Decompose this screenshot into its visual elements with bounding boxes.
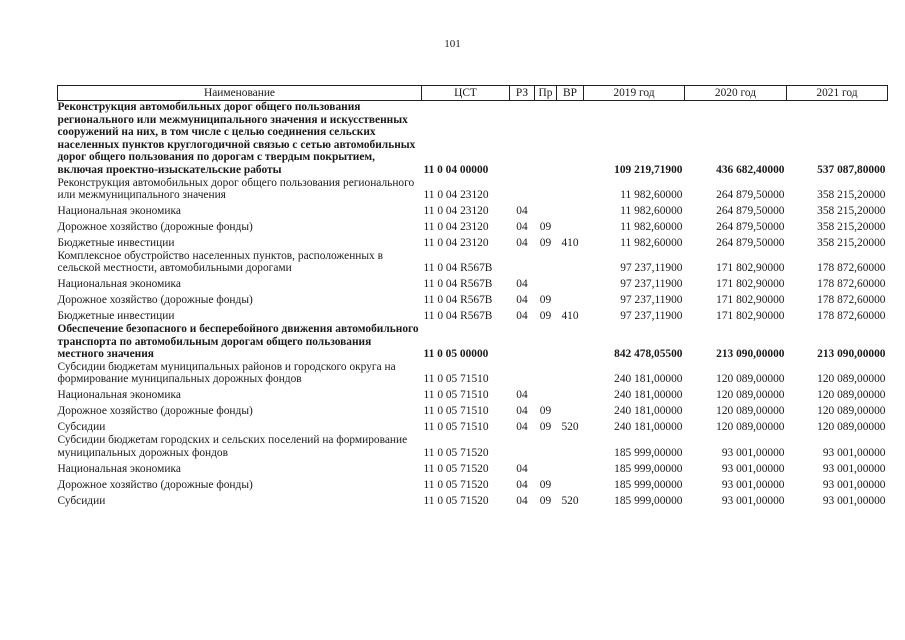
row-rz bbox=[510, 101, 535, 177]
row-rz bbox=[510, 323, 535, 361]
row-pr: 09 bbox=[539, 421, 552, 434]
table-row bbox=[58, 491, 888, 507]
row-cst: 11 0 05 71520 bbox=[423, 478, 489, 491]
row-value-2019: 97 237,11900 bbox=[620, 278, 683, 291]
page-number: 101 bbox=[444, 38, 461, 50]
row-pr bbox=[535, 275, 557, 291]
row-value-2021: 93 001,00000 bbox=[822, 494, 886, 507]
row-value-2021: 93 001,00000 bbox=[822, 478, 886, 491]
row-vr bbox=[557, 402, 584, 418]
row-rz: 04 bbox=[516, 462, 528, 475]
row-value-2019: 185 999,00000 bbox=[614, 478, 683, 491]
row-pr bbox=[535, 386, 557, 402]
row-value-2021: 178 872,60000 bbox=[817, 278, 886, 291]
row-value-2020: 171 802,90000 bbox=[716, 310, 785, 323]
row-rz: 04 bbox=[516, 478, 528, 491]
row-value-2021: 178 872,60000 bbox=[817, 294, 886, 307]
row-value-2019: 842 478,05500 bbox=[614, 348, 683, 361]
row-value-2020: 120 089,00000 bbox=[716, 421, 785, 434]
row-rz bbox=[510, 250, 535, 275]
row-value-2020: 93 001,00000 bbox=[721, 494, 785, 507]
header-name: Наименование bbox=[58, 86, 422, 101]
row-vr bbox=[557, 202, 584, 218]
row-name: Национальная экономика bbox=[57, 205, 181, 218]
table-row bbox=[58, 177, 888, 202]
table-row bbox=[58, 275, 888, 291]
row-cst: 11 0 04 23120 bbox=[423, 237, 489, 250]
row-rz: 04 bbox=[516, 310, 528, 323]
row-rz bbox=[510, 177, 535, 202]
row-pr: 09 bbox=[539, 494, 552, 507]
table-row bbox=[58, 202, 888, 218]
table-row bbox=[58, 307, 888, 323]
row-value-2020: 264 879,50000 bbox=[716, 237, 785, 250]
row-value-2020: 264 879,50000 bbox=[716, 221, 785, 234]
row-value-2021: 120 089,00000 bbox=[817, 373, 886, 386]
table-row bbox=[58, 434, 888, 459]
row-rz: 04 bbox=[516, 421, 528, 434]
row-vr bbox=[557, 250, 584, 275]
row-value-2020: 93 001,00000 bbox=[721, 446, 785, 459]
row-vr: 410 bbox=[561, 310, 579, 323]
header-pr: Пр bbox=[535, 86, 557, 101]
row-value-2021: 537 087,80000 bbox=[817, 163, 886, 176]
row-value-2021: 178 872,60000 bbox=[817, 262, 886, 275]
row-value-2019: 185 999,00000 bbox=[614, 462, 683, 475]
row-vr bbox=[557, 475, 584, 491]
row-value-2021: 178 872,60000 bbox=[817, 310, 886, 323]
table-row bbox=[58, 101, 888, 177]
row-vr bbox=[557, 275, 584, 291]
row-pr bbox=[535, 323, 557, 361]
row-rz bbox=[510, 434, 535, 459]
row-pr: 09 bbox=[539, 294, 552, 307]
row-value-2019: 11 982,60000 bbox=[620, 189, 683, 202]
table-row bbox=[58, 386, 888, 402]
row-pr: 09 bbox=[539, 405, 552, 418]
row-value-2021: 358 215,20000 bbox=[817, 221, 886, 234]
row-value-2020: 436 682,40000 bbox=[716, 163, 785, 176]
row-name: Реконструкция автомобильных дорог общего пользования регионального или межмуниципального значения и искусственных сооружений на них, в том числе с целью соединения сельских населенных пунктов круглогодичной связью с сетью автомобильных дорог общего пользования по дорогам с твердым покрытием, включая проектно-изыскательские работы bbox=[57, 101, 416, 176]
table-row bbox=[58, 291, 888, 307]
table-row bbox=[58, 418, 888, 434]
row-value-2020: 171 802,90000 bbox=[716, 262, 785, 275]
row-cst: 11 0 05 71510 bbox=[423, 421, 489, 434]
table-row bbox=[58, 218, 888, 234]
row-name: Реконструкция автомобильных дорог общего пользования регионального или межмуниципального значения bbox=[57, 176, 415, 202]
header-2020: 2020 год bbox=[685, 86, 787, 101]
row-vr: 520 bbox=[561, 494, 579, 507]
row-value-2019: 185 999,00000 bbox=[614, 494, 683, 507]
row-value-2020: 120 089,00000 bbox=[716, 389, 785, 402]
row-cst: 11 0 04 R567B bbox=[423, 278, 493, 291]
row-value-2019: 240 181,00000 bbox=[614, 421, 683, 434]
row-cst: 11 0 04 23120 bbox=[423, 189, 489, 202]
row-vr bbox=[557, 459, 584, 475]
row-value-2019: 97 237,11900 bbox=[620, 310, 683, 323]
row-rz: 04 bbox=[516, 278, 528, 291]
row-name: Дорожное хозяйство (дорожные фонды) bbox=[57, 478, 253, 491]
row-cst: 11 0 04 23120 bbox=[423, 221, 489, 234]
table-row bbox=[58, 475, 888, 491]
row-vr bbox=[557, 361, 584, 386]
row-name: Дорожное хозяйство (дорожные фонды) bbox=[57, 405, 253, 418]
row-cst: 11 0 04 R567B bbox=[423, 294, 493, 307]
header-rz: РЗ bbox=[510, 86, 535, 101]
row-cst: 11 0 05 71520 bbox=[423, 494, 489, 507]
row-cst: 11 0 05 71510 bbox=[423, 405, 489, 418]
row-name: Национальная экономика bbox=[57, 278, 181, 291]
row-vr: 410 bbox=[561, 237, 579, 250]
header-vr: ВР bbox=[557, 86, 584, 101]
row-name: Бюджетные инвестиции bbox=[57, 237, 175, 250]
header-2019: 2019 год bbox=[584, 86, 685, 101]
row-pr bbox=[535, 101, 557, 177]
row-vr bbox=[557, 177, 584, 202]
row-pr bbox=[535, 202, 557, 218]
header-cst: ЦСТ bbox=[422, 86, 510, 101]
row-name: Субсидии bbox=[57, 494, 106, 507]
row-value-2021: 358 215,20000 bbox=[817, 237, 886, 250]
row-value-2021: 93 001,00000 bbox=[822, 462, 886, 475]
budget-table bbox=[57, 85, 888, 507]
row-rz: 04 bbox=[516, 389, 528, 402]
table-row bbox=[58, 323, 888, 361]
row-pr: 09 bbox=[539, 221, 552, 234]
row-vr bbox=[557, 386, 584, 402]
row-value-2020: 93 001,00000 bbox=[721, 478, 785, 491]
row-cst: 11 0 05 71510 bbox=[423, 373, 489, 386]
row-name: Бюджетные инвестиции bbox=[57, 310, 175, 323]
table-row bbox=[58, 250, 888, 275]
row-pr: 09 bbox=[539, 237, 552, 250]
row-pr bbox=[535, 459, 557, 475]
row-value-2021: 120 089,00000 bbox=[817, 389, 886, 402]
row-name: Дорожное хозяйство (дорожные фонды) bbox=[57, 294, 253, 307]
row-value-2021: 213 090,00000 bbox=[817, 348, 886, 361]
row-name: Субсидии бюджетам муниципальных районов и городского округа на формирование муниципальных дорожных фондов bbox=[57, 360, 396, 386]
row-vr bbox=[557, 218, 584, 234]
row-value-2020: 120 089,00000 bbox=[716, 405, 785, 418]
row-value-2020: 120 089,00000 bbox=[716, 373, 785, 386]
row-name: Субсидии bbox=[57, 421, 106, 434]
row-value-2019: 240 181,00000 bbox=[614, 405, 683, 418]
row-value-2019: 240 181,00000 bbox=[614, 373, 683, 386]
row-rz: 04 bbox=[516, 294, 528, 307]
row-cst: 11 0 04 00000 bbox=[423, 163, 489, 176]
table-row bbox=[58, 234, 888, 250]
row-rz: 04 bbox=[516, 494, 528, 507]
row-value-2019: 185 999,00000 bbox=[614, 446, 683, 459]
row-pr bbox=[535, 434, 557, 459]
row-value-2019: 97 237,11900 bbox=[620, 294, 683, 307]
row-cst: 11 0 05 71510 bbox=[423, 389, 489, 402]
row-value-2019: 11 982,60000 bbox=[620, 237, 683, 250]
row-cst: 11 0 05 71520 bbox=[423, 462, 489, 475]
row-vr bbox=[557, 101, 584, 177]
row-value-2019: 97 237,11900 bbox=[620, 262, 683, 275]
row-name: Национальная экономика bbox=[57, 462, 181, 475]
row-name: Обеспечение безопасного и бесперебойного движения автомобильного транспорта по автомобильным дорогам общего пользования местного значения bbox=[57, 322, 419, 361]
row-rz bbox=[510, 361, 535, 386]
row-value-2020: 213 090,00000 bbox=[716, 348, 785, 361]
row-value-2020: 171 802,90000 bbox=[716, 278, 785, 291]
row-vr bbox=[557, 434, 584, 459]
table-row bbox=[58, 459, 888, 475]
row-value-2021: 120 089,00000 bbox=[817, 421, 886, 434]
row-name: Дорожное хозяйство (дорожные фонды) bbox=[57, 221, 253, 234]
table-row bbox=[58, 361, 888, 386]
header-row bbox=[58, 86, 888, 101]
row-value-2020: 93 001,00000 bbox=[721, 462, 785, 475]
row-value-2021: 93 001,00000 bbox=[822, 446, 886, 459]
row-value-2019: 11 982,60000 bbox=[620, 205, 683, 218]
row-value-2019: 11 982,60000 bbox=[620, 221, 683, 234]
row-vr bbox=[557, 323, 584, 361]
header-2021: 2021 год bbox=[787, 86, 888, 101]
row-value-2020: 171 802,90000 bbox=[716, 294, 785, 307]
row-cst: 11 0 05 00000 bbox=[423, 348, 489, 361]
row-value-2020: 264 879,50000 bbox=[716, 205, 785, 218]
row-pr bbox=[535, 250, 557, 275]
row-rz: 04 bbox=[516, 205, 528, 218]
row-cst: 11 0 04 R567B bbox=[423, 262, 493, 275]
row-pr bbox=[535, 177, 557, 202]
row-cst: 11 0 04 23120 bbox=[423, 205, 489, 218]
row-value-2019: 109 219,71900 bbox=[614, 163, 683, 176]
row-pr bbox=[535, 361, 557, 386]
row-pr: 09 bbox=[539, 478, 552, 491]
row-name: Комплексное обустройство населенных пунктов, расположенных в сельской местности, автомобильными дорогами bbox=[57, 249, 383, 275]
row-pr: 09 bbox=[539, 310, 552, 323]
row-value-2019: 240 181,00000 bbox=[614, 389, 683, 402]
row-value-2021: 358 215,20000 bbox=[817, 205, 886, 218]
row-vr: 520 bbox=[561, 421, 579, 434]
row-value-2021: 358 215,20000 bbox=[817, 189, 886, 202]
row-name: Субсидии бюджетам городских и сельских поселений на формирование муниципальных дорожных фондов bbox=[57, 433, 408, 459]
row-rz: 04 bbox=[516, 237, 528, 250]
row-cst: 11 0 05 71520 bbox=[423, 446, 489, 459]
row-name: Национальная экономика bbox=[57, 389, 181, 402]
row-vr bbox=[557, 291, 584, 307]
row-rz: 04 bbox=[516, 405, 528, 418]
row-value-2020: 264 879,50000 bbox=[716, 189, 785, 202]
row-cst: 11 0 04 R567B bbox=[423, 310, 493, 323]
row-rz: 04 bbox=[516, 221, 528, 234]
table-body bbox=[58, 101, 888, 508]
row-value-2021: 120 089,00000 bbox=[817, 405, 886, 418]
table-row bbox=[58, 402, 888, 418]
